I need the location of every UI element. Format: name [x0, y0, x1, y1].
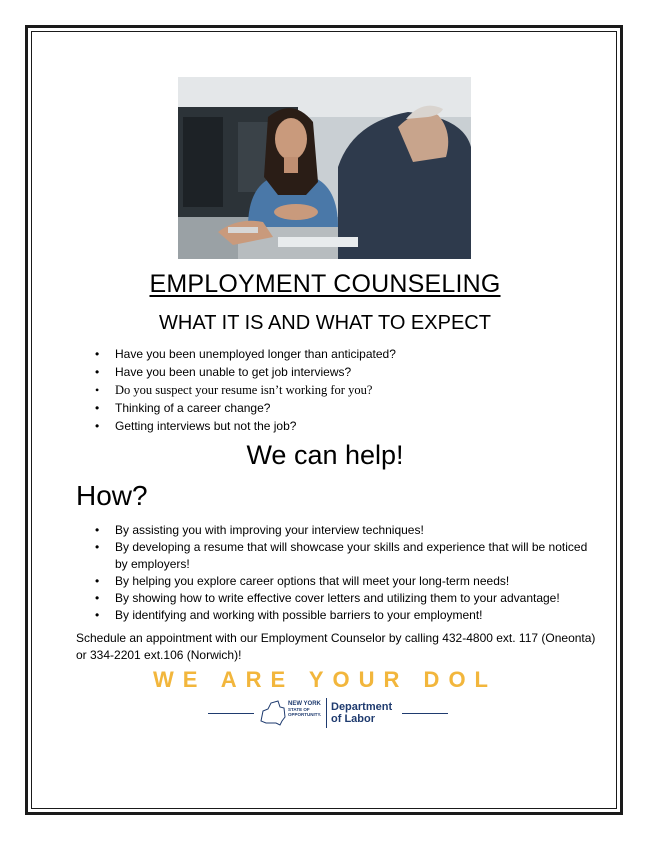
ny-state-wordmark: [288, 702, 321, 717]
questions-list: [95, 345, 595, 435]
ways-list: [95, 522, 595, 624]
dept-line: of Labor: [331, 713, 375, 725]
list-item: • Do you suspect your resume isn’t working for you?: [95, 381, 595, 399]
department-wordmark: [331, 701, 392, 725]
ny-state-outline-icon: [258, 699, 288, 727]
ny-line: STATE OF: [288, 707, 310, 712]
list-item: • By identifying and working with possible barriers to your employment!: [95, 607, 595, 624]
logo-rule-left: [208, 713, 254, 714]
list-item: • Have you been unemployed longer than anticipated?: [95, 345, 595, 363]
page-subtitle: WHAT IT IS AND WHAT TO EXPECT: [159, 312, 491, 334]
counseling-photo: [178, 77, 471, 259]
list-item: • By showing how to write effective cover letters and utilizing them to your advantage!: [95, 590, 595, 607]
dept-line: Department: [331, 701, 393, 713]
list-item: • Thinking of a career change?: [95, 399, 595, 417]
list-item: • By helping you explore career options that will meet your long-term needs!: [95, 573, 595, 590]
schedule-text: Schedule an appointment with our Employment Counselor by calling 432-4800 ext. 117 (Oneonta) or 334-2201 ext.106 (Norwich)!: [76, 631, 596, 662]
ny-line: OPPORTUNITY.: [288, 712, 322, 717]
help-heading: We can help!: [246, 440, 404, 470]
how-heading: How?: [76, 480, 148, 511]
page-title: EMPLOYMENT COUNSELING: [149, 270, 501, 298]
logo-divider: [326, 698, 327, 728]
list-item: • By assisting you with improving your interview techniques!: [95, 522, 595, 539]
list-item: • Getting interviews but not the job?: [95, 417, 595, 435]
list-item: • Have you been unable to get job interviews?: [95, 363, 595, 381]
list-item: • By developing a resume that will showcase your skills and experience that will be noticed by employers!: [95, 539, 595, 573]
dol-logo: [208, 695, 448, 731]
logo-rule-right: [402, 713, 448, 714]
slogan: WE ARE YOUR DOL: [152, 667, 497, 692]
ny-line: NEW YORK: [288, 701, 321, 707]
